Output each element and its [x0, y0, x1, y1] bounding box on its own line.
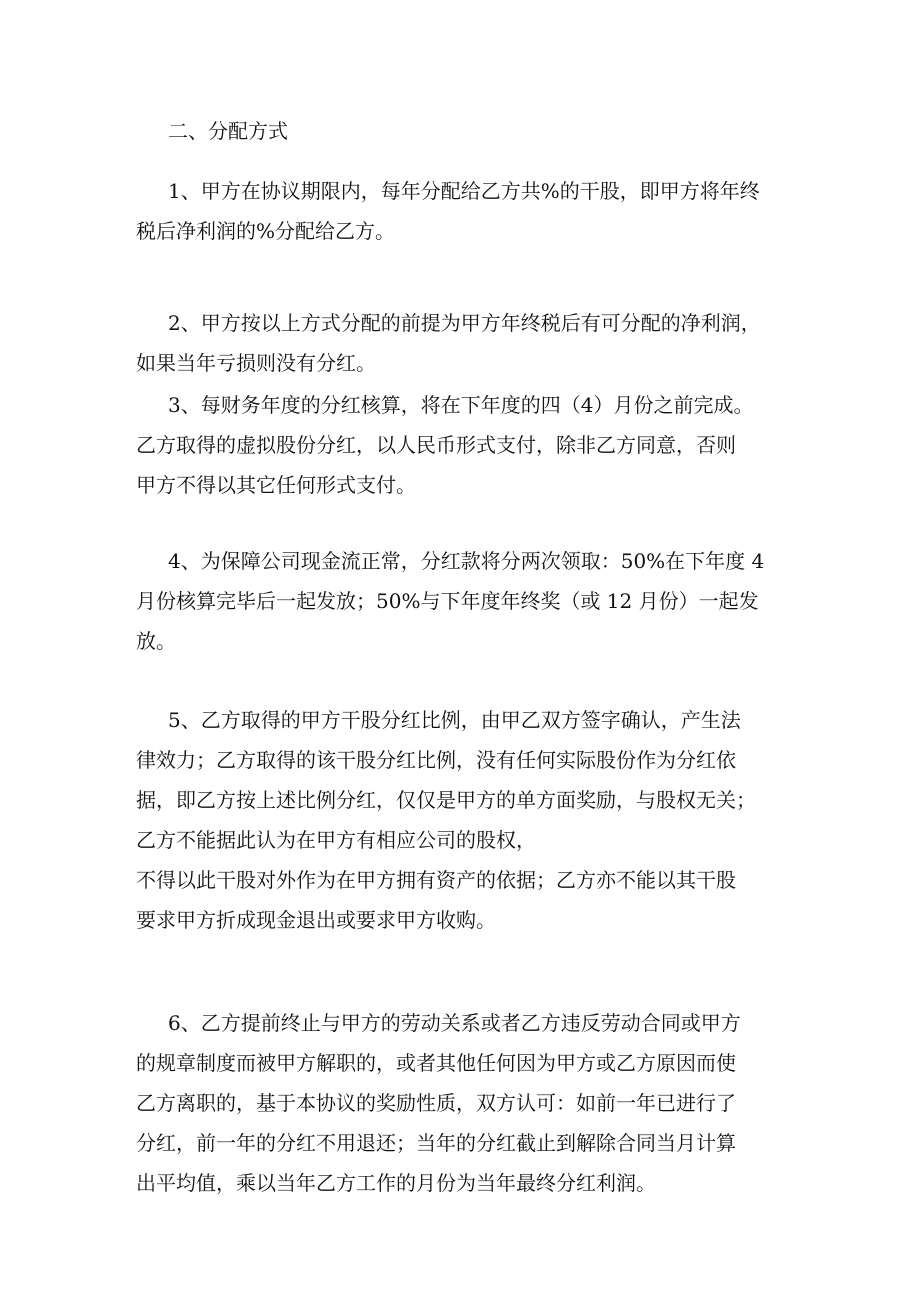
paragraph-line: 如果当年亏损则没有分红。	[136, 351, 376, 375]
paragraph-4	[136, 541, 800, 661]
paragraph-line: 2、甲方按以上方式分配的前提为甲方年终税后有可分配的净利润，	[168, 311, 761, 335]
paragraph-line: 分红，前一年的分红不用退还；当年的分红截止到解除合同当月计算	[136, 1131, 736, 1155]
paragraph-line: 3、每财务年度的分红核算，将在下年度的四（4）月份之前完成。	[168, 393, 754, 417]
paragraph-3	[136, 385, 800, 505]
paragraph-line: 6、乙方提前终止与甲方的劳动关系或者乙方违反劳动合同或甲方	[168, 1011, 741, 1035]
paragraph-line: 税后净利润的%分配给乙方。	[136, 219, 396, 243]
paragraph-line: 要求甲方折成现金退出或要求甲方收购。	[136, 908, 496, 932]
paragraph-line: 据，即乙方按上述比例分红，仅仅是甲方的单方面奖励，与股权无关；	[136, 788, 756, 812]
paragraph-5	[136, 700, 800, 940]
paragraph-6	[136, 1003, 800, 1203]
paragraph-line: 乙方离职的，基于本协议的奖励性质，双方认可：如前一年已进行了	[136, 1091, 736, 1115]
paragraph-line: 律效力；乙方取得的该干股分红比例，没有任何实际股份作为分红依	[136, 748, 736, 772]
paragraph-line: 的规章制度而被甲方解职的，或者其他任何因为甲方或乙方原因而使	[136, 1051, 736, 1075]
paragraph-line: 甲方不得以其它任何形式支付。	[136, 473, 416, 497]
paragraph-line: 月份核算完毕后一起发放；50%与下年度年终奖（或 12 月份）一起发	[136, 589, 759, 613]
paragraph-line: 5、乙方取得的甲方干股分红比例，由甲乙双方签字确认，产生法	[168, 708, 741, 732]
section-heading-block	[136, 111, 800, 151]
paragraph-line: 不得以此干股对外作为在甲方拥有资产的依据；乙方亦不能以其干股	[136, 868, 736, 892]
paragraph-line: 乙方取得的虚拟股份分红，以人民币形式支付，除非乙方同意，否则	[136, 433, 736, 457]
paragraph-line: 放。	[136, 629, 176, 653]
paragraph-1	[136, 171, 800, 251]
paragraph-line: 出平均值，乘以当年乙方工作的月份为当年最终分红利润。	[136, 1171, 656, 1195]
paragraph-line: 4、为保障公司现金流正常，分红款将分两次领取：50%在下年度 4	[168, 549, 765, 573]
paragraph-line: 乙方不能据此认为在甲方有相应公司的股权，	[136, 828, 536, 852]
paragraph-line: 1、甲方在协议期限内，每年分配给乙方共%的干股，即甲方将年终	[168, 179, 760, 203]
section-heading: 二、分配方式	[168, 119, 288, 143]
paragraph-2	[136, 303, 800, 383]
